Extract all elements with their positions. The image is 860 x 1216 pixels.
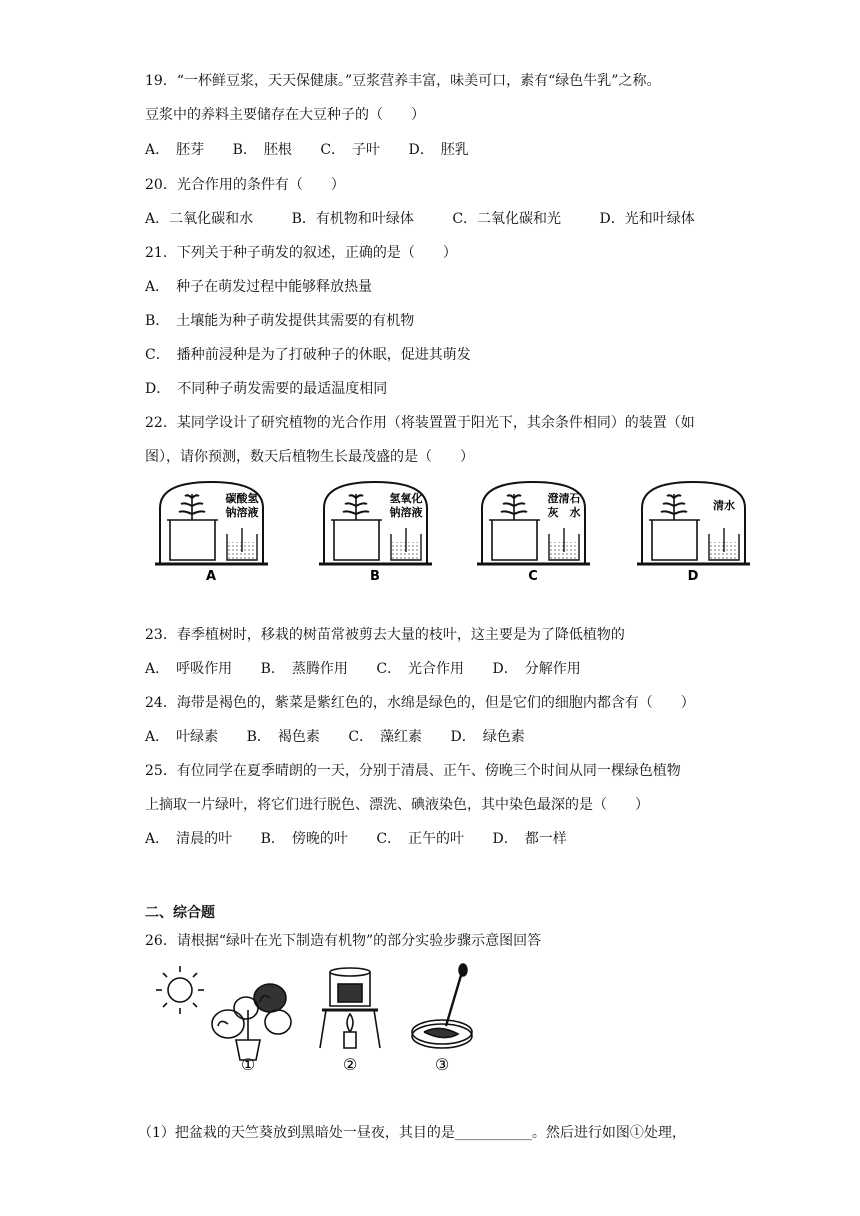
q26-stem: 26．请根据“绿叶在光下制造有机物”的部分实验步骤示意图回答 bbox=[145, 933, 542, 949]
water-bath-icon bbox=[320, 968, 380, 1048]
q25-option-b: B． 傍晚的叶 bbox=[260, 831, 348, 847]
apparatus-b bbox=[319, 482, 432, 584]
apparatus-a-label-bottom: 钠溶液 bbox=[225, 506, 259, 519]
apparatus-c-label-bottom: 灰 水 bbox=[547, 506, 581, 519]
step-1-label: ① bbox=[240, 1055, 256, 1074]
apparatus-a bbox=[155, 482, 268, 584]
q25-option-d: D． 都一样 bbox=[492, 831, 567, 847]
q24-options bbox=[145, 726, 549, 746]
q19-stem-line2: 豆浆中的养料主要储存在大豆种子的（ ） bbox=[145, 107, 425, 123]
q22-stem-line2: 图），请你预测，数天后植物生长最茂盛的是（ ） bbox=[145, 449, 474, 465]
q24-option-d: D． 绿色素 bbox=[450, 729, 525, 745]
q19-option-c: C． 子叶 bbox=[320, 142, 381, 158]
q25-option-a: A． 清晨的叶 bbox=[145, 831, 233, 847]
q23-option-d: D． 分解作用 bbox=[492, 661, 581, 677]
q20-option-b: B．有机物和叶绿体 bbox=[291, 211, 414, 227]
q21-option-b: B． 土壤能为种子萌发提供其需要的有机物 bbox=[145, 313, 415, 329]
sun-icon bbox=[156, 966, 204, 1014]
q21-option-a: A． 种子在萌发过程中能够释放热量 bbox=[145, 279, 373, 295]
q23-option-a: A． 呼吸作用 bbox=[145, 661, 233, 677]
apparatus-c-label-top: 澄清石 bbox=[547, 492, 581, 505]
q21-option-c: C． 播种前浸种是为了打破种子的休眠，促进其萌发 bbox=[145, 347, 471, 363]
q20-option-d: D．光和叶绿体 bbox=[599, 211, 695, 227]
q25-options bbox=[145, 828, 591, 848]
apparatus-d-label-top: 清水 bbox=[713, 499, 735, 512]
petri-dish-icon bbox=[412, 964, 472, 1048]
q25-stem-line2: 上摘取一片绿叶，将它们进行脱色、漂洗、碘液染色，其中染色最深的是（ ） bbox=[145, 797, 649, 813]
q23-options bbox=[145, 658, 605, 678]
q25-option-c: C． 正午的叶 bbox=[376, 831, 465, 847]
q20-option-a: A．二氧化碳和水 bbox=[145, 211, 254, 227]
apparatus-d bbox=[637, 482, 750, 584]
q19-option-d: D． 胚乳 bbox=[408, 142, 469, 158]
q26-sub1: （1）把盆栽的天竺葵放到黑暗处一昼夜，其目的是___________。然后进行如图①处理， bbox=[138, 1125, 686, 1141]
apparatus-b-label-bottom: 钠溶液 bbox=[389, 506, 423, 519]
q20-stem: 20．光合作用的条件有（ ） bbox=[145, 177, 345, 193]
apparatus-a-letter: A bbox=[205, 569, 217, 584]
q25-stem-line1: 25．有位同学在夏季晴朗的一天，分别于清晨、正午、傍晚三个时间从同一棵绿色植物 bbox=[145, 763, 681, 779]
q22-stem-line1: 22．某同学设计了研究植物的光合作用（将装置置于阳光下，其余条件相同）的装置（如 bbox=[145, 415, 695, 431]
q19-options bbox=[145, 139, 493, 159]
q23-option-c: C． 光合作用 bbox=[376, 661, 465, 677]
step-3-label: ③ bbox=[434, 1055, 450, 1074]
q21-stem: 21．下列关于种子萌发的叙述，正确的是（ ） bbox=[145, 245, 457, 261]
apparatus-b-letter: B bbox=[370, 569, 380, 584]
q24-option-a: A． 叶绿素 bbox=[145, 729, 219, 745]
section-2-heading: 二、综合题 bbox=[145, 905, 215, 921]
q24-option-b: B． 褐色素 bbox=[246, 729, 320, 745]
q24-stem: 24．海带是褐色的，紫菜是紫红色的，水绵是绿色的，但是它们的细胞内都含有（ ） bbox=[145, 695, 695, 711]
q19-stem-line1: 19．“一杯鲜豆浆，天天保健康。”豆浆营养丰富，味美可口，素有“绿色牛乳”之称。 bbox=[145, 73, 661, 89]
apparatus-c bbox=[477, 482, 590, 584]
q26-steps-figure bbox=[150, 962, 500, 1072]
q20-options bbox=[145, 208, 719, 228]
potted-geranium-icon bbox=[212, 984, 291, 1060]
q19-option-a: A． 胚芽 bbox=[145, 142, 205, 158]
q23-option-b: B． 蒸腾作用 bbox=[260, 661, 348, 677]
q23-stem: 23．春季植树时，移栽的树苗常被剪去大量的枝叶，这主要是为了降低植物的 bbox=[145, 627, 625, 643]
q19-option-b: B． 胚根 bbox=[232, 142, 292, 158]
q21-option-d: D． 不同种子萌发需要的最适温度相同 bbox=[145, 381, 388, 397]
apparatus-a-label-top: 碳酸氢 bbox=[225, 492, 259, 505]
apparatus-b-label-top: 氢氧化 bbox=[389, 492, 423, 505]
apparatus-d-letter: D bbox=[687, 569, 699, 584]
q22-apparatus-figure bbox=[155, 476, 735, 586]
apparatus-c-letter: C bbox=[528, 569, 538, 584]
q20-option-c: C．二氧化碳和光 bbox=[452, 211, 562, 227]
step-2-label: ② bbox=[342, 1055, 358, 1074]
q24-option-c: C． 藻红素 bbox=[348, 729, 423, 745]
